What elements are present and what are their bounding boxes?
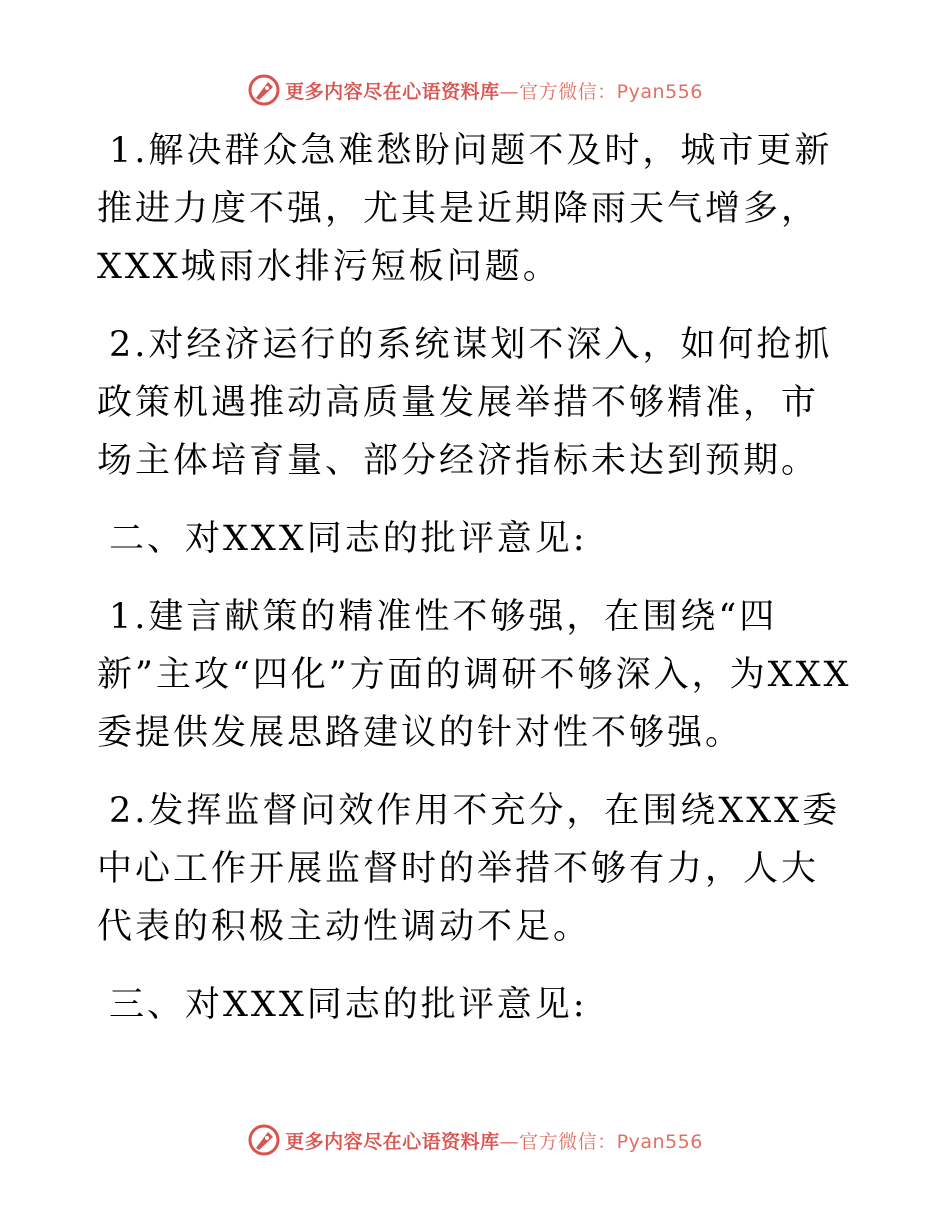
paragraph-item-1: 1.解决群众急难愁盼问题不及时，城市更新推进力度不强，尤其是近期降雨天气增多，XXX城雨水排污短板问题。 (97, 131, 833, 287)
watermark-dash: — (499, 80, 520, 103)
section-heading-3: 三、对XXX同志的批评意见: (109, 985, 588, 1025)
section-heading-2: 二、对XXX同志的批评意见: (109, 519, 588, 559)
paragraph-item-2: 2.对经济运行的系统谋划不深入，如何抢抓政策机遇推动高质量发展举措不够精准，市场主体培育量、部分经济指标未达到预期。 (97, 325, 833, 481)
pen-nib-icon (247, 1123, 281, 1157)
watermark-contact: 官方微信：Pyan556 (519, 80, 703, 103)
watermark-brand: 更多内容尽在心语资料库 (285, 1130, 500, 1153)
watermark-brand: 更多内容尽在心语资料库 (285, 80, 500, 103)
watermark-dash: — (499, 1130, 520, 1153)
paragraph-item-1: 1.建言献策的精准性不够强，在围绕“四新”主攻“四化”方面的调研不够深入，为XXX委提供发展思路建议的针对性不够强。 (97, 597, 852, 753)
watermark-text (285, 77, 703, 104)
watermark-contact: 官方微信：Pyan556 (519, 1130, 703, 1153)
header-watermark (0, 70, 950, 110)
footer-watermark (0, 1120, 950, 1160)
paragraph-item-2: 2.发挥监督问效作用不充分，在围绕XXX委中心工作开展监督时的举措不够有力，人大代表的积极主动性调动不足。 (97, 791, 841, 947)
watermark-text (285, 1127, 703, 1154)
document-body (97, 122, 853, 1054)
pen-nib-icon (247, 73, 281, 107)
